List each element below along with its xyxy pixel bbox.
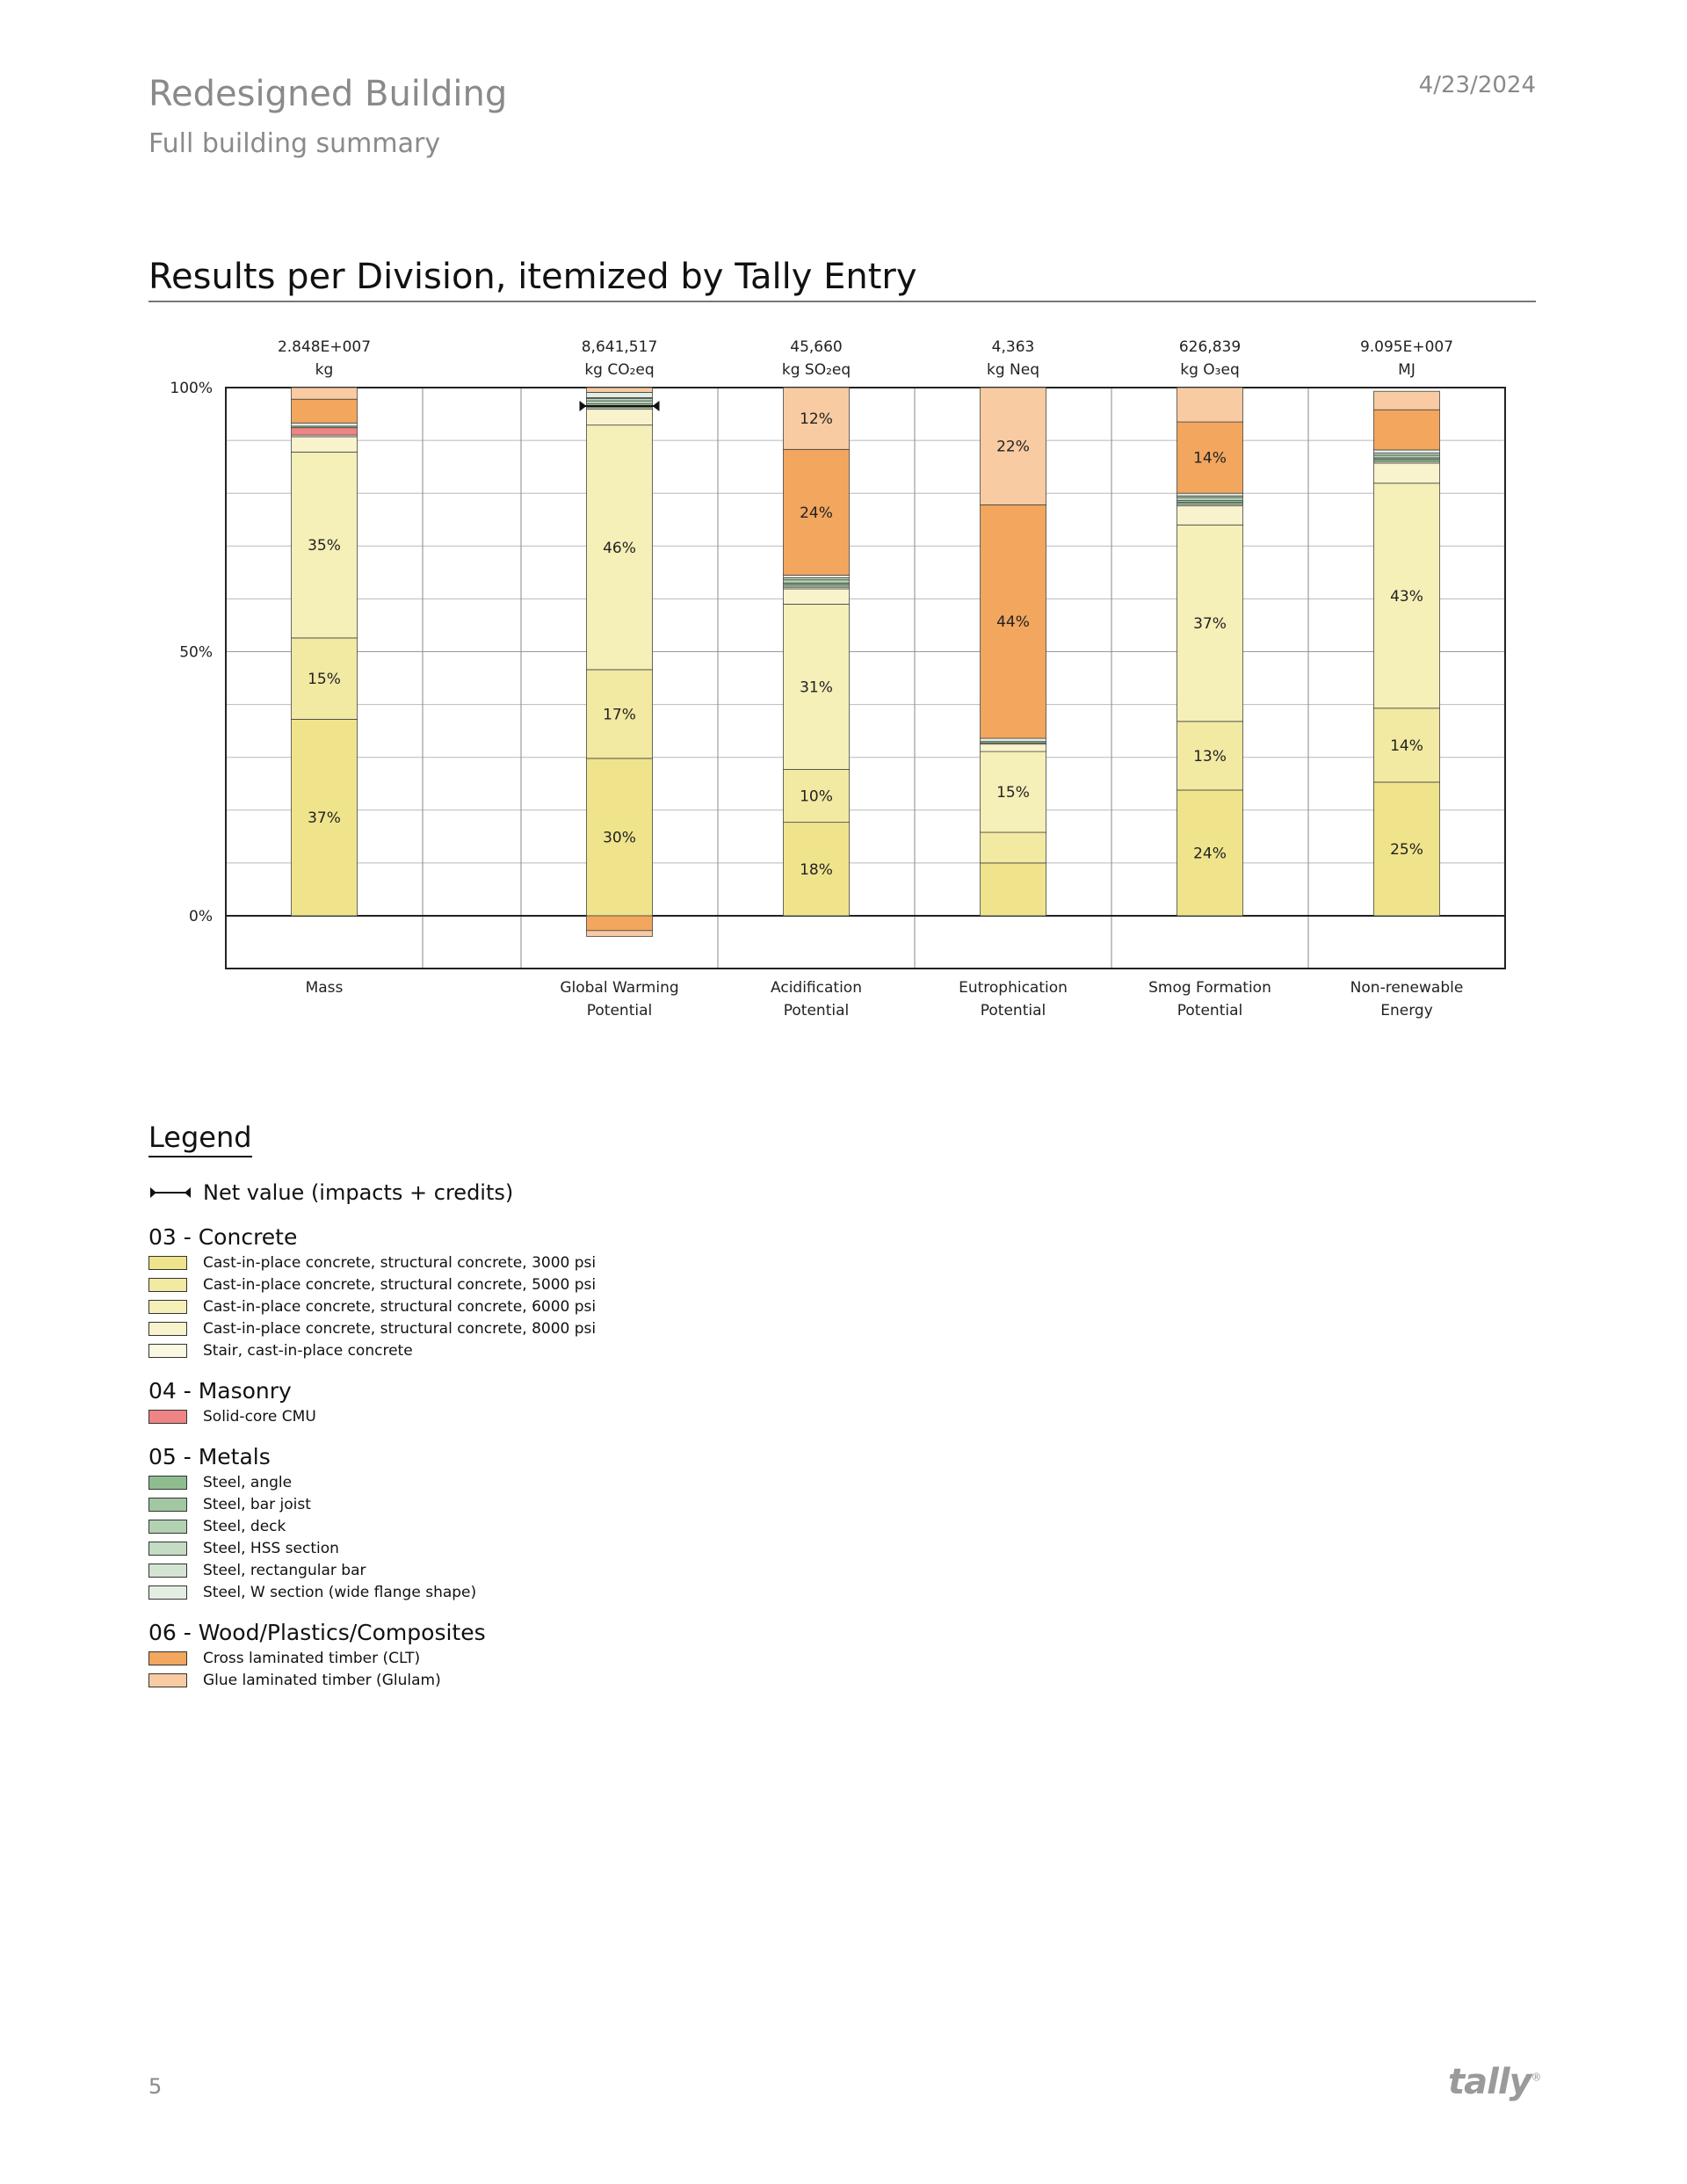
legend-item xyxy=(148,1473,851,1495)
bar-segment xyxy=(587,410,653,425)
column-total-label: 9.095E+007 xyxy=(1359,338,1454,356)
segment-label: 12% xyxy=(800,410,833,429)
legend-group-title: 06 - Wood/Plastics/Composites xyxy=(148,1620,486,1645)
legend-item xyxy=(148,1583,851,1605)
legend-item xyxy=(148,1649,851,1671)
legend-item-label: Stair, cast-in-place concrete xyxy=(203,1342,413,1360)
legend-swatch xyxy=(148,1542,187,1556)
category-label: Global Warming xyxy=(560,979,679,997)
bar-segment xyxy=(292,437,358,452)
legend-swatch xyxy=(148,1278,187,1292)
logo-text: tally xyxy=(1448,2062,1531,2102)
bar-segment xyxy=(292,399,358,423)
bar-segment xyxy=(1374,455,1440,458)
legend-item xyxy=(148,1407,851,1429)
segment-label: 37% xyxy=(1193,615,1227,634)
segment-label: 24% xyxy=(800,504,833,522)
legend-swatch xyxy=(148,1300,187,1314)
legend-groups xyxy=(148,1222,851,1705)
legend-swatch xyxy=(148,1476,187,1490)
bar-segment xyxy=(1177,497,1243,501)
category-label: Mass xyxy=(305,979,344,997)
column-total-label: 8,641,517 xyxy=(581,338,658,356)
legend-group xyxy=(148,1222,851,1363)
category-label: Potential xyxy=(1177,1002,1243,1019)
legend-item-label: Steel, bar joist xyxy=(203,1496,311,1513)
bar-segment xyxy=(587,388,653,392)
segment-label: 15% xyxy=(308,671,341,689)
legend-swatch xyxy=(148,1498,187,1512)
legend-group xyxy=(148,1617,851,1693)
segment-label: 15% xyxy=(996,784,1030,802)
category-label: Potential xyxy=(783,1002,850,1019)
legend-item xyxy=(148,1341,851,1363)
bar-segment xyxy=(784,589,850,604)
legend-item-label: Steel, angle xyxy=(203,1474,293,1491)
legend-item xyxy=(148,1539,851,1561)
legend-item-label: Solid-core CMU xyxy=(203,1408,316,1426)
report-title: Redesigned Building xyxy=(148,74,508,114)
category-label: Potential xyxy=(980,1002,1046,1019)
segment-label: 46% xyxy=(603,539,636,557)
legend-item xyxy=(148,1561,851,1583)
legend-item-label: Steel, HSS section xyxy=(203,1540,339,1557)
column-total-label: MJ xyxy=(1398,361,1415,379)
segment-label: 44% xyxy=(996,613,1030,632)
legend-item-label: Cast-in-place concrete, structural concrete, 3000 psi xyxy=(203,1254,597,1272)
plot-frame xyxy=(226,388,1505,969)
bar-segment xyxy=(1177,493,1243,496)
segment-label: 31% xyxy=(800,678,833,697)
bar-segment xyxy=(292,428,358,435)
bar-segment xyxy=(1177,506,1243,526)
bar-segment xyxy=(587,401,653,404)
category-label: Potential xyxy=(586,1002,653,1019)
legend-swatch xyxy=(148,1256,187,1270)
column-total-label: kg O₃eq xyxy=(1180,361,1240,379)
column-total-label: 45,660 xyxy=(790,338,843,356)
segment-label: 14% xyxy=(1193,449,1227,468)
legend-swatch xyxy=(148,1344,187,1358)
segment-label: 10% xyxy=(800,787,833,806)
legend-item xyxy=(148,1253,851,1275)
report-subtitle: Full building summary xyxy=(148,128,441,159)
legend-item-label: Steel, deck xyxy=(203,1518,286,1535)
segment-label: 43% xyxy=(1390,587,1423,606)
column-total-label: kg Neq xyxy=(986,361,1040,379)
segment-label: 37% xyxy=(308,809,341,828)
section-title: Results per Division, itemized by Tally Entry xyxy=(148,257,917,297)
net-value-arrow xyxy=(653,401,660,411)
net-value-arrow xyxy=(580,401,587,411)
column-total-label: kg xyxy=(315,361,334,379)
bar-segment xyxy=(981,738,1046,742)
bar-segment-negative xyxy=(587,931,653,937)
legend-swatch xyxy=(148,1410,187,1424)
tally-logo: tally® xyxy=(1448,2062,1541,2102)
page-number: 5 xyxy=(148,2074,163,2099)
y-tick-label: 50% xyxy=(179,643,213,662)
segment-label: 18% xyxy=(800,860,833,879)
legend-item xyxy=(148,1495,851,1517)
segment-label: 25% xyxy=(1390,840,1423,859)
segment-label: 30% xyxy=(603,829,636,847)
column-total-label: 4,363 xyxy=(991,338,1035,356)
category-label: Energy xyxy=(1380,1002,1433,1019)
legend-title: Legend xyxy=(148,1121,252,1157)
legend-item-label: Glue laminated timber (Glulam) xyxy=(203,1672,441,1689)
legend-swatch xyxy=(148,1564,187,1578)
bar-segment xyxy=(784,575,850,577)
category-label: Smog Formation xyxy=(1148,979,1271,997)
bar-segment xyxy=(784,584,850,587)
legend-group-title: 05 - Metals xyxy=(148,1444,271,1469)
legend-swatch xyxy=(148,1585,187,1600)
segment-label: 14% xyxy=(1390,736,1423,755)
bar-segment xyxy=(1374,463,1440,483)
segment-label: 17% xyxy=(603,706,636,724)
bar-segment xyxy=(292,423,358,426)
bar-segment xyxy=(292,388,358,399)
legend-item-label: Cast-in-place concrete, structural concrete, 6000 psi xyxy=(203,1298,597,1316)
column-total-label: kg CO₂eq xyxy=(584,361,655,379)
segment-label: 22% xyxy=(996,438,1030,456)
legend-item-label: Cast-in-place concrete, structural concrete, 8000 psi xyxy=(203,1320,597,1338)
segment-label: 24% xyxy=(1193,845,1227,863)
stacked-bar-chart xyxy=(0,0,1687,1037)
bar-segment xyxy=(981,863,1046,916)
category-label: Acidification xyxy=(771,979,862,997)
column-total-label: kg SO₂eq xyxy=(781,361,851,379)
bar-segment xyxy=(981,832,1046,863)
bar-segment xyxy=(1374,410,1440,450)
legend-item-label: Steel, W section (wide flange shape) xyxy=(203,1584,477,1601)
bar-segment xyxy=(1374,450,1440,453)
legend-group xyxy=(148,1375,851,1429)
segment-label: 13% xyxy=(1193,747,1227,765)
legend-group-title: 03 - Concrete xyxy=(148,1224,298,1250)
column-total-label: 626,839 xyxy=(1178,338,1242,356)
bar-segment xyxy=(1177,388,1243,422)
legend-item xyxy=(148,1319,851,1341)
legend-item xyxy=(148,1297,851,1319)
legend-item xyxy=(148,1517,851,1539)
legend-group-title: 04 - Masonry xyxy=(148,1378,292,1404)
legend-item-label: Cross laminated timber (CLT) xyxy=(203,1650,421,1667)
y-tick-label: 100% xyxy=(170,380,213,397)
legend-swatch xyxy=(148,1322,187,1336)
bar-segment xyxy=(1374,391,1440,410)
report-date: 4/23/2024 xyxy=(1418,72,1536,98)
net-value-label: Net value (impacts + credits) xyxy=(203,1180,514,1205)
net-value-icon xyxy=(148,1186,192,1200)
column-total-label: 2.848E+007 xyxy=(277,338,372,356)
bar-segment xyxy=(784,580,850,584)
legend-item xyxy=(148,1275,851,1297)
legend-item-label: Steel, rectangular bar xyxy=(203,1562,366,1579)
bar-segment xyxy=(587,392,653,397)
bar-segment-negative xyxy=(587,916,653,931)
legend-item xyxy=(148,1671,851,1693)
category-label: Eutrophication xyxy=(959,979,1068,997)
segment-label: 35% xyxy=(308,537,341,555)
legend-item-label: Cast-in-place concrete, structural concrete, 5000 psi xyxy=(203,1276,597,1294)
legend-swatch xyxy=(148,1651,187,1665)
bar-segment xyxy=(981,744,1046,751)
legend-group xyxy=(148,1441,851,1605)
legend-swatch xyxy=(148,1520,187,1534)
category-label: Non-renewable xyxy=(1350,979,1464,997)
legend-swatch xyxy=(148,1673,187,1687)
y-tick-label: 0% xyxy=(189,908,213,925)
